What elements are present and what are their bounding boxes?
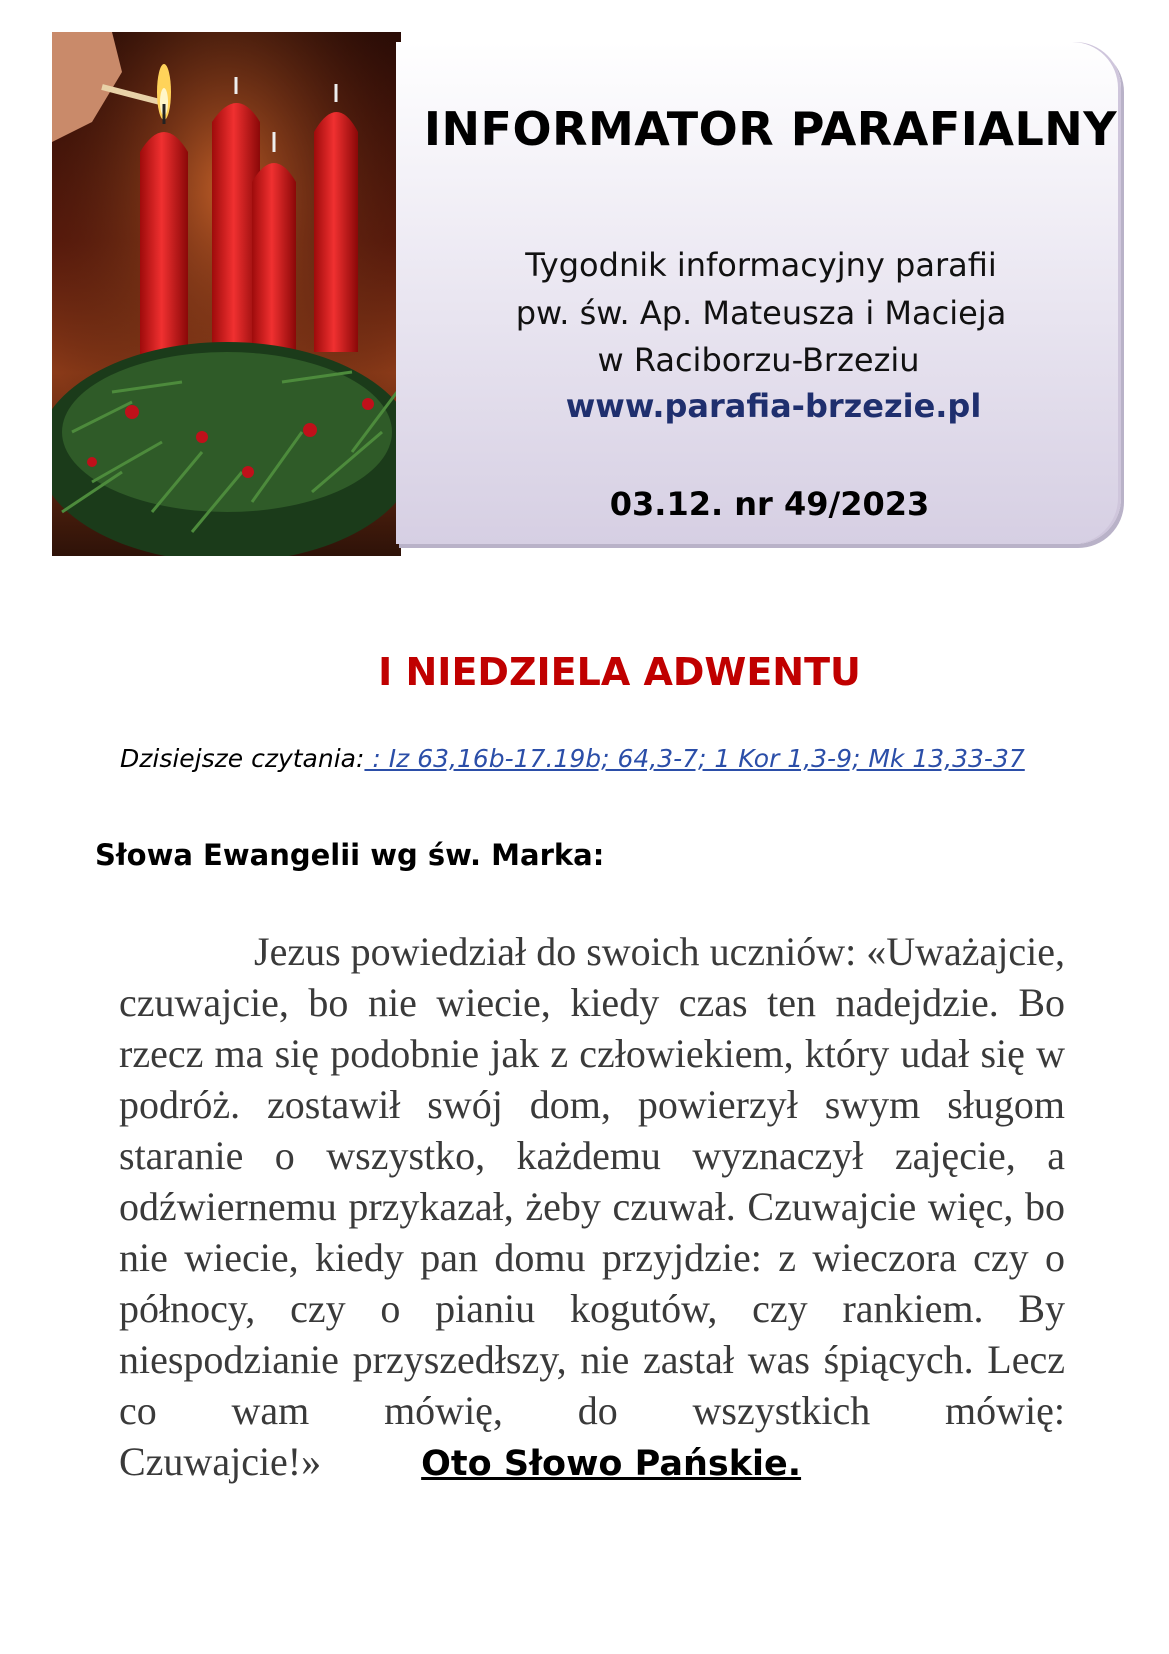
advent-wreath-photo xyxy=(52,32,401,556)
gospel-text-block xyxy=(119,926,1065,1490)
gospel-text: Jezus powiedział do swoich uczniów: «Uważajcie, czuwajcie, bo nie wiecie, kiedy czas ten nadejdzie. Bo rzecz ma się podobnie jak z człowiekiem, który udał się w podróż. zostawił swój dom, powierzył swym sługom staranie o wszystko, każdemu wyznaczył zajęcie, a odźwiernemu przykazał, żeby czuwał. Czuwajcie więc, bo nie wiecie, kiedy pan domu przyjdzie: z wieczora czy o północy, czy o pianiu kogutów, czy rankiem. By niespodzianie przyszedłszy, nie zastał was śpiących. Lecz co wam mówię, do wszystkich mówię: Czuwajcie!» xyxy=(119,929,1065,1484)
header-panel xyxy=(396,42,1121,544)
bulletin-title: INFORMATOR PARAFIALNY xyxy=(423,102,1118,156)
advent-wreath-candles-photo xyxy=(52,32,401,556)
parish-website-link[interactable]: www.parafia-brzezie.pl xyxy=(565,387,982,425)
readings-label: Dzisiejsze czytania xyxy=(120,744,356,773)
issue-number: 03.12. nr 49/2023 xyxy=(609,485,930,523)
gospel-heading: Słowa Ewangelii wg św. Marka: xyxy=(95,838,605,872)
subtitle-line-3: w Raciborzu-Brzeziu xyxy=(597,341,920,379)
sunday-title: I NIEDZIELA ADWENTU xyxy=(378,650,861,694)
readings-colon: : xyxy=(356,744,365,773)
closing-phrase: Oto Słowo Pańskie. xyxy=(421,1444,802,1484)
readings-line xyxy=(120,744,1025,773)
subtitle-line-2: pw. św. Ap. Mateusza i Macieja xyxy=(515,294,1007,332)
readings-references-link[interactable]: : Iz 63,16b-17.19b; 64,3-7; 1 Kor 1,3-9; Mk 13,33-37 xyxy=(364,744,1025,773)
subtitle-line-1: Tygodnik informacyjny parafii xyxy=(525,246,997,284)
